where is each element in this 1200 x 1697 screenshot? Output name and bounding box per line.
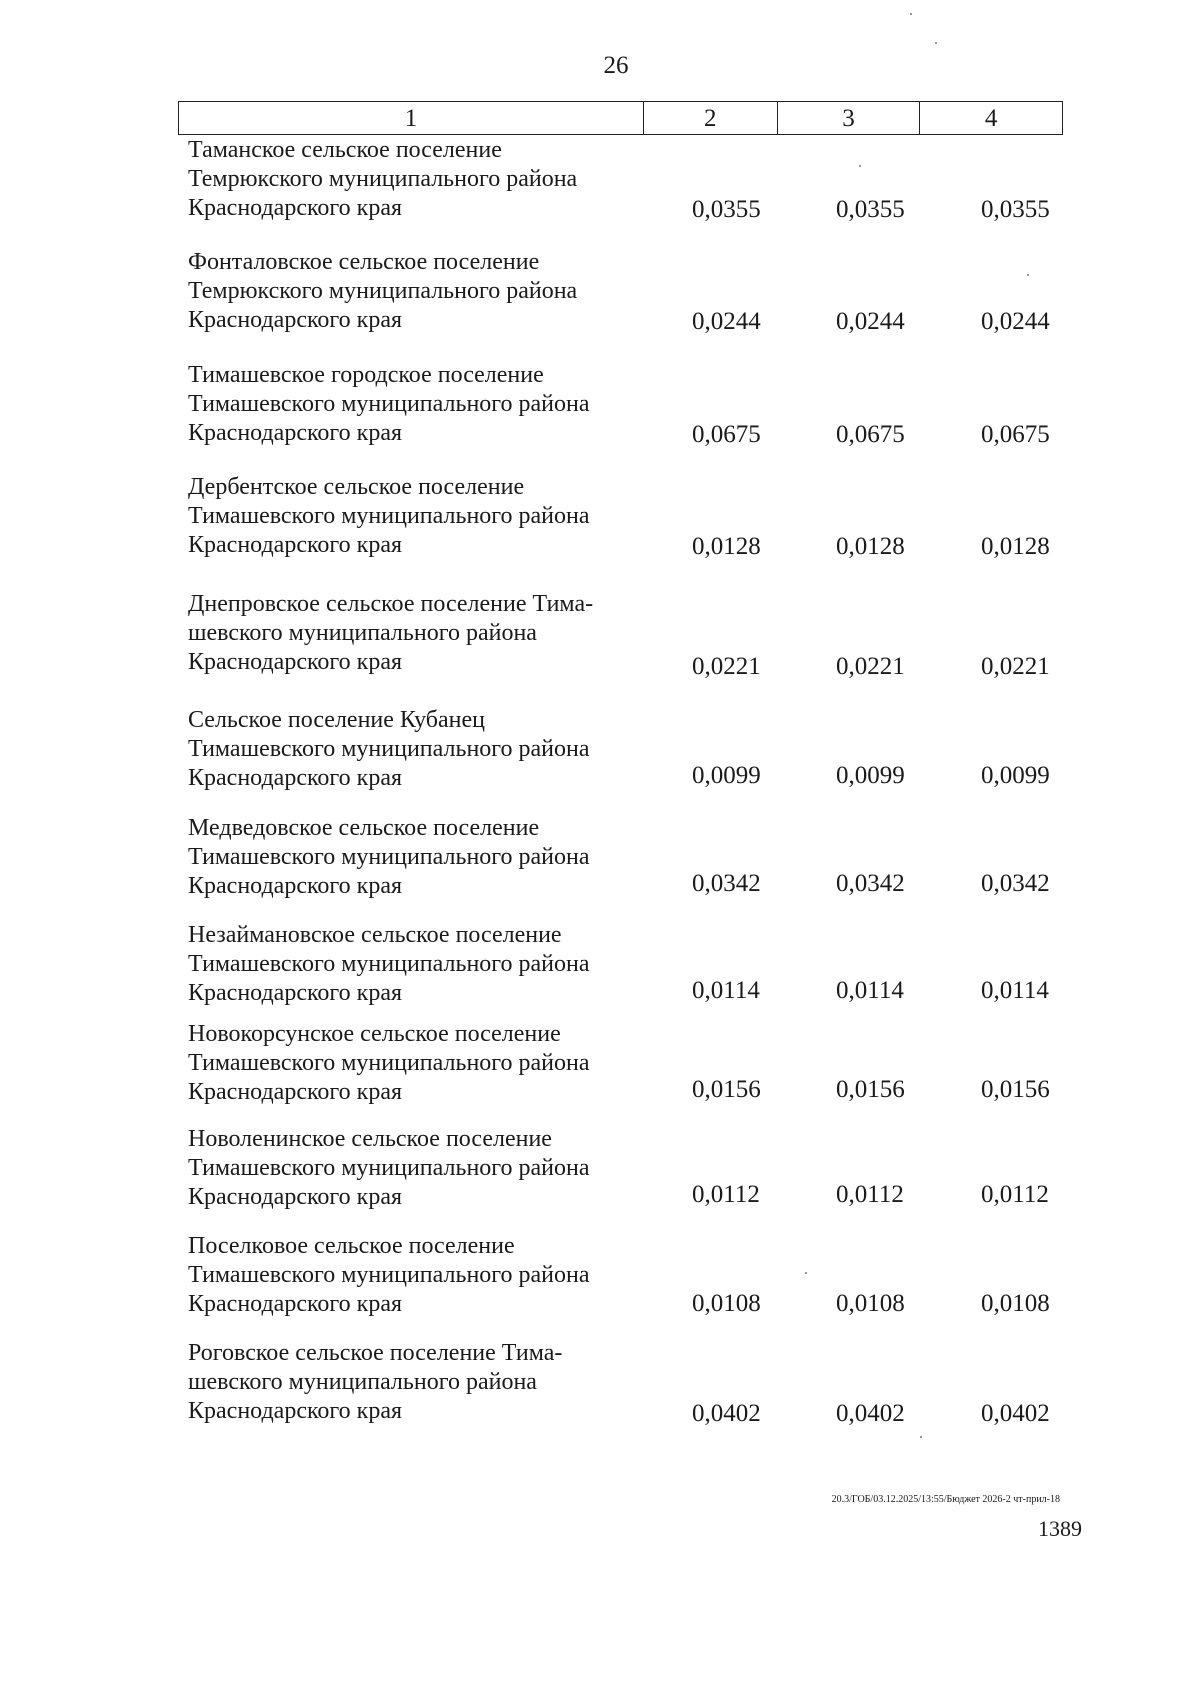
value-col-3: 0,0099 bbox=[836, 762, 905, 789]
sheet-number: 1389 bbox=[1038, 1516, 1082, 1541]
settlement-name bbox=[188, 1339, 658, 1426]
value-col-4: 0,0156 bbox=[981, 1076, 1050, 1103]
value-col-3: 0,0112 bbox=[836, 1181, 904, 1208]
settlement-name-line: Медведовское сельское поселение bbox=[188, 815, 540, 841]
settlement-name-line: Тимашевского муниципального района bbox=[188, 844, 590, 870]
settlement-name-line: Темрюкского муниципального района bbox=[188, 166, 578, 192]
settlement-name-line: Тимашевское городское поселение bbox=[188, 362, 544, 388]
settlement-name-line: Краснодарского края bbox=[188, 532, 403, 558]
settlement-name-line: Тимашевского муниципального района bbox=[188, 503, 590, 529]
value-col-2: 0,0675 bbox=[692, 421, 761, 448]
settlement-name-line: Незаймановское сельское поселение bbox=[188, 922, 562, 948]
settlement-name-line: Тимашевского муниципального района bbox=[188, 1262, 590, 1288]
settlement-name-line: Днепровское сельское поселение Тима- bbox=[188, 591, 594, 617]
value-col-3: 0,0402 bbox=[836, 1400, 905, 1427]
settlement-name-line: Тимашевского муниципального района bbox=[188, 951, 590, 977]
header-col-2: 2 bbox=[643, 102, 777, 134]
value-col-3: 0,0108 bbox=[836, 1290, 905, 1317]
value-col-2: 0,0402 bbox=[692, 1400, 761, 1427]
settlement-name bbox=[188, 590, 658, 677]
value-col-2: 0,0128 bbox=[692, 533, 761, 560]
scan-speck bbox=[910, 13, 912, 15]
value-col-2: 0,0244 bbox=[692, 308, 761, 335]
settlement-name bbox=[188, 248, 658, 335]
page-number: 26 bbox=[603, 52, 629, 79]
value-col-3: 0,0244 bbox=[836, 308, 905, 335]
settlement-name-line: Новоленинское сельское поселение bbox=[188, 1126, 552, 1152]
settlement-name-line: Краснодарского края bbox=[188, 307, 403, 333]
scan-speck bbox=[935, 42, 937, 44]
value-col-4: 0,0355 bbox=[981, 196, 1050, 223]
settlement-name bbox=[188, 136, 658, 223]
value-col-4: 0,0128 bbox=[981, 533, 1050, 560]
settlement-name bbox=[188, 921, 658, 1008]
value-col-4: 0,0221 bbox=[981, 653, 1050, 680]
settlement-name-line: Краснодарского края bbox=[188, 980, 403, 1006]
scan-speck bbox=[805, 1272, 807, 1274]
settlement-name-line: Роговское сельское поселение Тима- bbox=[188, 1340, 563, 1366]
value-col-2: 0,0221 bbox=[692, 653, 761, 680]
settlement-name-line: Дербентское сельское поселение bbox=[188, 474, 525, 500]
settlement-name bbox=[188, 814, 658, 901]
table-header bbox=[178, 101, 1063, 135]
value-col-2: 0,0099 bbox=[692, 762, 761, 789]
settlement-name-line: Фонталовское сельское поселение bbox=[188, 249, 540, 275]
value-col-4: 0,0099 bbox=[981, 762, 1050, 789]
settlement-name-line: Поселковое сельское поселение bbox=[188, 1233, 515, 1259]
value-col-4: 0,0114 bbox=[981, 977, 1049, 1004]
scan-speck bbox=[920, 1436, 922, 1438]
settlement-name-line: шевского муниципального района bbox=[188, 1369, 537, 1395]
value-col-2: 0,0342 bbox=[692, 870, 761, 897]
settlement-name-line: Таманское сельское поселение bbox=[188, 137, 502, 163]
value-col-2: 0,0114 bbox=[692, 977, 760, 1004]
header-col-1: 1 bbox=[404, 105, 418, 132]
settlement-name-line: Темрюкского муниципального района bbox=[188, 278, 578, 304]
value-col-2: 0,0156 bbox=[692, 1076, 761, 1103]
settlement-name bbox=[188, 1020, 658, 1107]
value-col-4: 0,0402 bbox=[981, 1400, 1050, 1427]
settlement-name-line: Краснодарского края bbox=[188, 1291, 403, 1317]
settlement-name-line: Краснодарского края bbox=[188, 649, 403, 675]
settlement-name-line: Краснодарского края bbox=[188, 195, 403, 221]
settlement-name bbox=[188, 706, 658, 793]
value-col-4: 0,0112 bbox=[981, 1181, 1049, 1208]
settlement-name-line: Новокорсунское сельское поселение bbox=[188, 1021, 561, 1047]
settlement-name-line: шевского муниципального района bbox=[188, 620, 537, 646]
settlement-name-line: Краснодарского края bbox=[188, 873, 403, 899]
scan-speck bbox=[1027, 274, 1029, 276]
value-col-2: 0,0355 bbox=[692, 196, 761, 223]
settlement-name-line: Краснодарского края bbox=[188, 1398, 403, 1424]
scan-speck bbox=[859, 165, 861, 167]
settlement-name bbox=[188, 473, 658, 560]
settlement-name-line: Тимашевского муниципального района bbox=[188, 1155, 590, 1181]
settlement-name-line: Тимашевского муниципального района bbox=[188, 736, 590, 762]
settlement-name-line: Краснодарского края bbox=[188, 1184, 403, 1210]
settlement-name-line: Сельское поселение Кубанец bbox=[188, 707, 486, 733]
settlement-name-line: Краснодарского края bbox=[188, 765, 403, 791]
settlement-name-line: Краснодарского края bbox=[188, 1079, 403, 1105]
value-col-4: 0,0342 bbox=[981, 870, 1050, 897]
header-col-3: 3 bbox=[777, 102, 920, 134]
value-col-3: 0,0221 bbox=[836, 653, 905, 680]
settlement-name-line: Тимашевского муниципального района bbox=[188, 1050, 590, 1076]
value-col-4: 0,0675 bbox=[981, 421, 1050, 448]
value-col-3: 0,0675 bbox=[836, 421, 905, 448]
settlement-name-line: Тимашевского муниципального района bbox=[188, 391, 590, 417]
value-col-3: 0,0114 bbox=[836, 977, 904, 1004]
header-col-4: 4 bbox=[919, 102, 1062, 134]
settlement-name bbox=[188, 1232, 658, 1319]
settlement-name-line: Краснодарского края bbox=[188, 420, 403, 446]
value-col-4: 0,0244 bbox=[981, 308, 1050, 335]
value-col-2: 0,0112 bbox=[692, 1181, 760, 1208]
settlement-name bbox=[188, 1125, 658, 1212]
value-col-3: 0,0355 bbox=[836, 196, 905, 223]
value-col-3: 0,0156 bbox=[836, 1076, 905, 1103]
value-col-2: 0,0108 bbox=[692, 1290, 761, 1317]
document-reference: 20.3/ГОБ/03.12.2025/13:55/Бюджет 2026-2 чт-прил-18 bbox=[831, 1494, 1060, 1505]
settlement-name bbox=[188, 361, 658, 448]
value-col-4: 0,0108 bbox=[981, 1290, 1050, 1317]
value-col-3: 0,0128 bbox=[836, 533, 905, 560]
value-col-3: 0,0342 bbox=[836, 870, 905, 897]
